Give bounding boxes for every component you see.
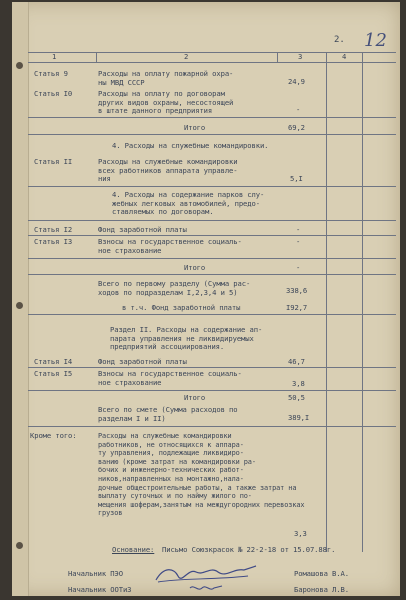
row-text: Взносы на государственное социаль- ное страхование xyxy=(98,237,242,255)
row-rule xyxy=(28,367,396,368)
row-rule xyxy=(28,134,396,135)
row-rule xyxy=(28,390,396,391)
basis-label: Основание: xyxy=(112,545,155,554)
header-top-rule xyxy=(28,52,396,53)
row-rule xyxy=(28,314,396,315)
column-header-4: 4 xyxy=(342,52,347,61)
row-text: Расходы на оплату пожарной охра- ны МВД СССР xyxy=(98,69,234,87)
payroll-text: в т.ч. Фонд заработной платы xyxy=(122,303,241,312)
column-header-3: 3 xyxy=(298,52,303,61)
row-value: 3,8 xyxy=(292,379,305,388)
handwritten-signatures xyxy=(152,558,262,596)
subtotal-label: Итого xyxy=(184,393,206,402)
row-rule xyxy=(28,258,396,259)
row-value: 3,3 xyxy=(294,529,307,538)
row-rule xyxy=(28,117,396,118)
subtotal-label: Итого xyxy=(184,263,206,272)
document-page xyxy=(12,2,400,596)
row-value: - xyxy=(296,263,301,272)
row-rule xyxy=(28,235,396,236)
column-header-2: 2 xyxy=(184,52,189,61)
additional-label: Кроме того: xyxy=(30,431,77,440)
section-total-text: Всего по первому разделу (Сумма рас- ходов по подразделам I,2,3,4 и 5) xyxy=(98,279,251,297)
row-value: - xyxy=(296,225,301,234)
row-label: Статья II xyxy=(34,157,73,166)
row-value: 338,6 xyxy=(286,286,308,295)
binding-hole xyxy=(16,542,23,549)
header-bottom-rule xyxy=(28,62,396,63)
column-divider xyxy=(362,52,363,552)
signature-role: Начальник ООТиЗ xyxy=(68,585,132,594)
row-value: 69,2 xyxy=(288,123,305,132)
row-text: Фонд заработной платы xyxy=(98,357,187,366)
row-text: Взносы на государственное социаль- ное страхование xyxy=(98,369,242,387)
column-divider xyxy=(277,52,278,63)
row-rule xyxy=(28,186,396,187)
row-value: 24,9 xyxy=(288,77,305,86)
row-rule xyxy=(28,426,396,427)
column-divider xyxy=(326,52,327,552)
handwritten-page-number: 12 xyxy=(364,30,387,51)
row-label: Статья 9 xyxy=(34,69,68,78)
row-value: 46,7 xyxy=(288,357,305,366)
row-rule xyxy=(28,274,396,275)
row-value: 5,I xyxy=(290,174,303,183)
page-number: 2. xyxy=(334,35,345,45)
column-divider xyxy=(96,52,97,63)
signature-stroke xyxy=(158,576,248,582)
row-rule xyxy=(28,220,396,221)
section-heading: 4. Расходы на служебные командировки. xyxy=(112,141,269,150)
signature-name: Баронова Л.В. xyxy=(294,585,349,594)
row-value: 50,5 xyxy=(288,393,305,402)
row-value: 389,I xyxy=(288,413,310,422)
column-header-1: 1 xyxy=(52,52,57,61)
row-label: Статья I5 xyxy=(34,369,73,378)
subtotal-label: Итого xyxy=(184,123,206,132)
signature-stroke xyxy=(190,586,222,589)
binding-hole xyxy=(16,62,23,69)
section-heading: Раздел II. Расходы на содержание ап- парата управления не ликвидируемых предприятий ассоциирования. xyxy=(110,325,263,352)
binding-strip xyxy=(12,2,29,596)
row-value: I92,7 xyxy=(286,303,308,312)
signature-role: Начальник ПЭО xyxy=(68,569,123,578)
row-text: Фонд заработной платы xyxy=(98,225,187,234)
additional-text: Расходы на служебные командировки работников, не относящихся к аппара- ту управления, подлежащие ликвидиро- ванию (кроме затрат на командировки ра- бочих и инженерно-технических работ- ников,направленных на монтажно,нала- дочные общестроительные работы, а также затрат на выплату суточных и по найму жилого по- мещения шоферам,занятым на междугородних перевозках грузов xyxy=(98,432,305,518)
signature-name: Ромашова В.А. xyxy=(294,569,349,578)
basis-text: Письмо Союзкрасок № 22-2-18 от 15.07.88г. xyxy=(162,545,336,554)
section-heading: 4. Расходы на содержание парков слу- жебных легковых автомобилей, предо- ставляемых по договорам. xyxy=(112,190,265,217)
row-value: - xyxy=(296,237,301,246)
row-label: Статья I4 xyxy=(34,357,73,366)
row-label: Статья I2 xyxy=(34,225,73,234)
signature-stroke xyxy=(156,566,256,580)
row-text: Расходы на служебные командировки всех работников аппарата управле- ния xyxy=(98,157,238,184)
grand-total-text: Всего по смете (Сумма расходов по разделам I и II) xyxy=(98,405,238,423)
row-label: Статья I3 xyxy=(34,237,73,246)
binding-hole xyxy=(16,302,23,309)
row-label: Статья I0 xyxy=(34,89,73,98)
row-text: Расходы на оплату по договорам других видов охраны, несостоящей в штате данного предприятия xyxy=(98,89,234,116)
row-value: - xyxy=(296,105,301,114)
